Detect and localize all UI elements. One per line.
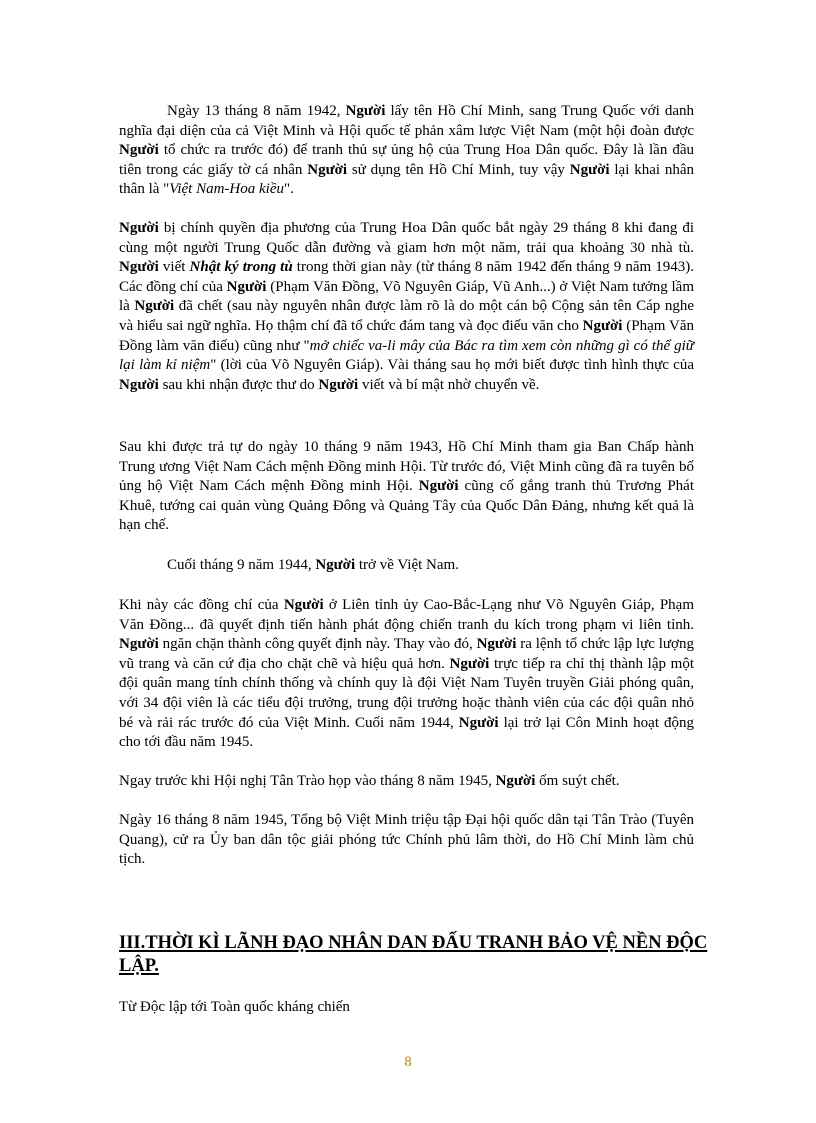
italic-text-run: Việt Nam-Hoa kiều	[169, 181, 284, 198]
text-run: lại khai nhân thân là "	[119, 161, 694, 198]
text-run: (Phạm Văn Đồng làm văn điếu) cũng như "	[119, 317, 694, 354]
bold-text-run: Người	[119, 142, 159, 159]
bold-text-run: Người	[315, 557, 356, 573]
text-run: viết	[158, 259, 190, 276]
paragraph-4	[119, 556, 694, 576]
text-run: ra lệnh tổ chức lập lực lượng vũ trang và căn cứ địa cho chặt chẽ và hiệu quả hơn.	[119, 636, 694, 672]
text-run: Cuối tháng 9 năm 1944,	[167, 557, 316, 573]
bold-text-run: Người	[458, 714, 499, 731]
bold-text-run: Người	[476, 636, 517, 653]
bold-text-run: Người	[318, 376, 359, 393]
text-run: viết và bí mật nhờ chuyển về.	[358, 376, 540, 393]
text-run: trong thời gian này (từ tháng 8 năm 1942 đến tháng 9 năm 1943). Các đồng chí của	[119, 259, 695, 295]
bold-text-run: Người	[119, 636, 159, 653]
paragraph-1	[119, 102, 694, 200]
text-run: sử dụng tên Hồ Chí Minh, tuy vậy	[347, 161, 570, 178]
bold-text-run: Người	[119, 376, 159, 393]
text-run: bị chính quyền địa phương của Trung Hoa Dân quốc bắt ngày 29 tháng 8 khi đang đi cùng một người Trung Quốc dẫn đường và giam hơn một năm, trải qua khoảng 30 nhà tù.	[119, 220, 694, 256]
bold-text-run: Người	[307, 161, 348, 178]
text-run: Ngay trước khi Hội nghị Tân Trào họp vào tháng 8 năm 1945,	[119, 773, 496, 789]
bold-italic-text-run: Nhật ký trong tù	[189, 259, 293, 276]
bold-text-run: Người	[283, 597, 324, 613]
bold-text-run: Người	[495, 773, 536, 789]
bold-text-run: Người	[119, 220, 159, 236]
text-run: Ngày 13 tháng 8 năm 1942,	[167, 103, 346, 119]
paragraph-2	[119, 219, 694, 395]
page-number: 8	[404, 1054, 412, 1070]
text-run: trực tiếp ra chỉ thị thành lập một đội quân mang tính chính thống và chính quy là đội Việt Nam Tuyên truyền Giải phóng quân, với 34 đội viên là các tiểu đội trưởng, trung đội trưởng hoặc thành viên của các đội quân nhỏ bé và rải rác trước đó của Việt Minh. Cuối năm 1944,	[119, 655, 694, 731]
text-run: ở Liên tỉnh ủy Cao-Bắc-Lạng như Võ Nguyên Giáp, Phạm Văn Đồng... đã quyết định tiến hành phát động chiến tranh du kích trong phạm vi liên tỉnh.	[119, 597, 694, 633]
text-run: Ngày 16 tháng 8 năm 1945, Tổng bộ Việt Minh triệu tập Đại hội quốc dân tại Tân Trào (Tuyên Quang), cử ra Ủy ban dân tộc giải phóng tức Chính phủ lâm thời, do Hồ Chí Minh làm chủ tịch.	[119, 812, 694, 868]
bold-text-run: Người	[582, 317, 623, 334]
section-heading: III.THỜI KÌ LÃNH ĐẠO NHÂN DAN ĐẤU TRANH BẢO VỆ NỀN ĐỘC LẬP.	[119, 933, 708, 976]
text-run: ốm suýt chết.	[535, 773, 620, 789]
bold-text-run: Người	[134, 298, 175, 315]
text-run: lại trở lại Côn Minh hoạt động cho tới đầu năm 1945.	[119, 714, 694, 751]
text-run: (Phạm Văn Đồng, Võ Nguyên Giáp, Vũ Anh...) ở Việt Nam tưởng lầm là	[119, 278, 695, 315]
text-run: ".	[283, 181, 294, 198]
text-run: sau khi nhận được thư do	[158, 376, 319, 393]
text-run: trở về Việt Nam.	[355, 557, 459, 573]
text-run: ngăn chặn thành công quyết định này. Thay vào đó,	[158, 636, 477, 653]
italic-text-run: mở chiếc va-li mây của Bác ra tìm xem còn những gì có thể giữ lại làm kỉ niệm	[119, 337, 694, 374]
text-run: lấy tên Hồ Chí Minh, sang Trung Quốc với danh nghĩa đại diện của cả Việt Minh và Hội quốc tế phản xâm lược Việt Nam (một hội đoàn được	[119, 103, 695, 139]
paragraph-5	[119, 596, 694, 753]
bold-text-run: Người	[345, 103, 386, 119]
text-run: " (lời của Võ Nguyên Giáp). Vài tháng sau họ mới biết được tình hình thực của	[210, 357, 694, 374]
text-run: tổ chức ra trước đó) để tranh thủ sự ủng hộ của Trung Hoa Dân quốc. Đây là lần đầu tiên trong các giấy tờ cá nhân	[119, 142, 694, 178]
text-run: đã chết (sau này nguyên nhân được làm rõ là do một cán bộ Cộng sản tên Cáp nghe và hiểu sai ngữ nghĩa. Họ thậm chí đã tổ chức đám tang và đọc điếu văn cho	[119, 298, 694, 334]
text-run: Khi này các đồng chí của	[119, 597, 284, 613]
subsection-title: Từ Độc lập tới Toàn quốc kháng chiến	[119, 999, 350, 1015]
bold-text-run: Người	[119, 259, 159, 276]
bold-text-run: Người	[418, 478, 459, 495]
bold-text-run: Người	[569, 161, 610, 178]
bold-text-run: Người	[226, 278, 267, 295]
paragraph-6	[119, 772, 694, 792]
text-run: Sau khi được trả tự do ngày 10 tháng 9 năm 1943, Hồ Chí Minh tham gia Ban Chấp hành Trung ương Việt Nam Cách mệnh Đồng minh Hội. Từ trước đó, Việt Minh cũng đã ra tuyên bố ủng hộ Việt Nam Cách mệnh Đồng minh Hội.	[119, 439, 694, 495]
paragraph-3	[119, 438, 694, 536]
paragraph-7	[119, 811, 694, 870]
text-run: cũng cố gắng tranh thủ Trương Phát Khuê, tướng cai quản vùng Quảng Đông và Quảng Tây của Quốc Dân Đảng, nhưng kết quả là hạn chế.	[119, 478, 694, 534]
bold-text-run: Người	[449, 655, 490, 672]
